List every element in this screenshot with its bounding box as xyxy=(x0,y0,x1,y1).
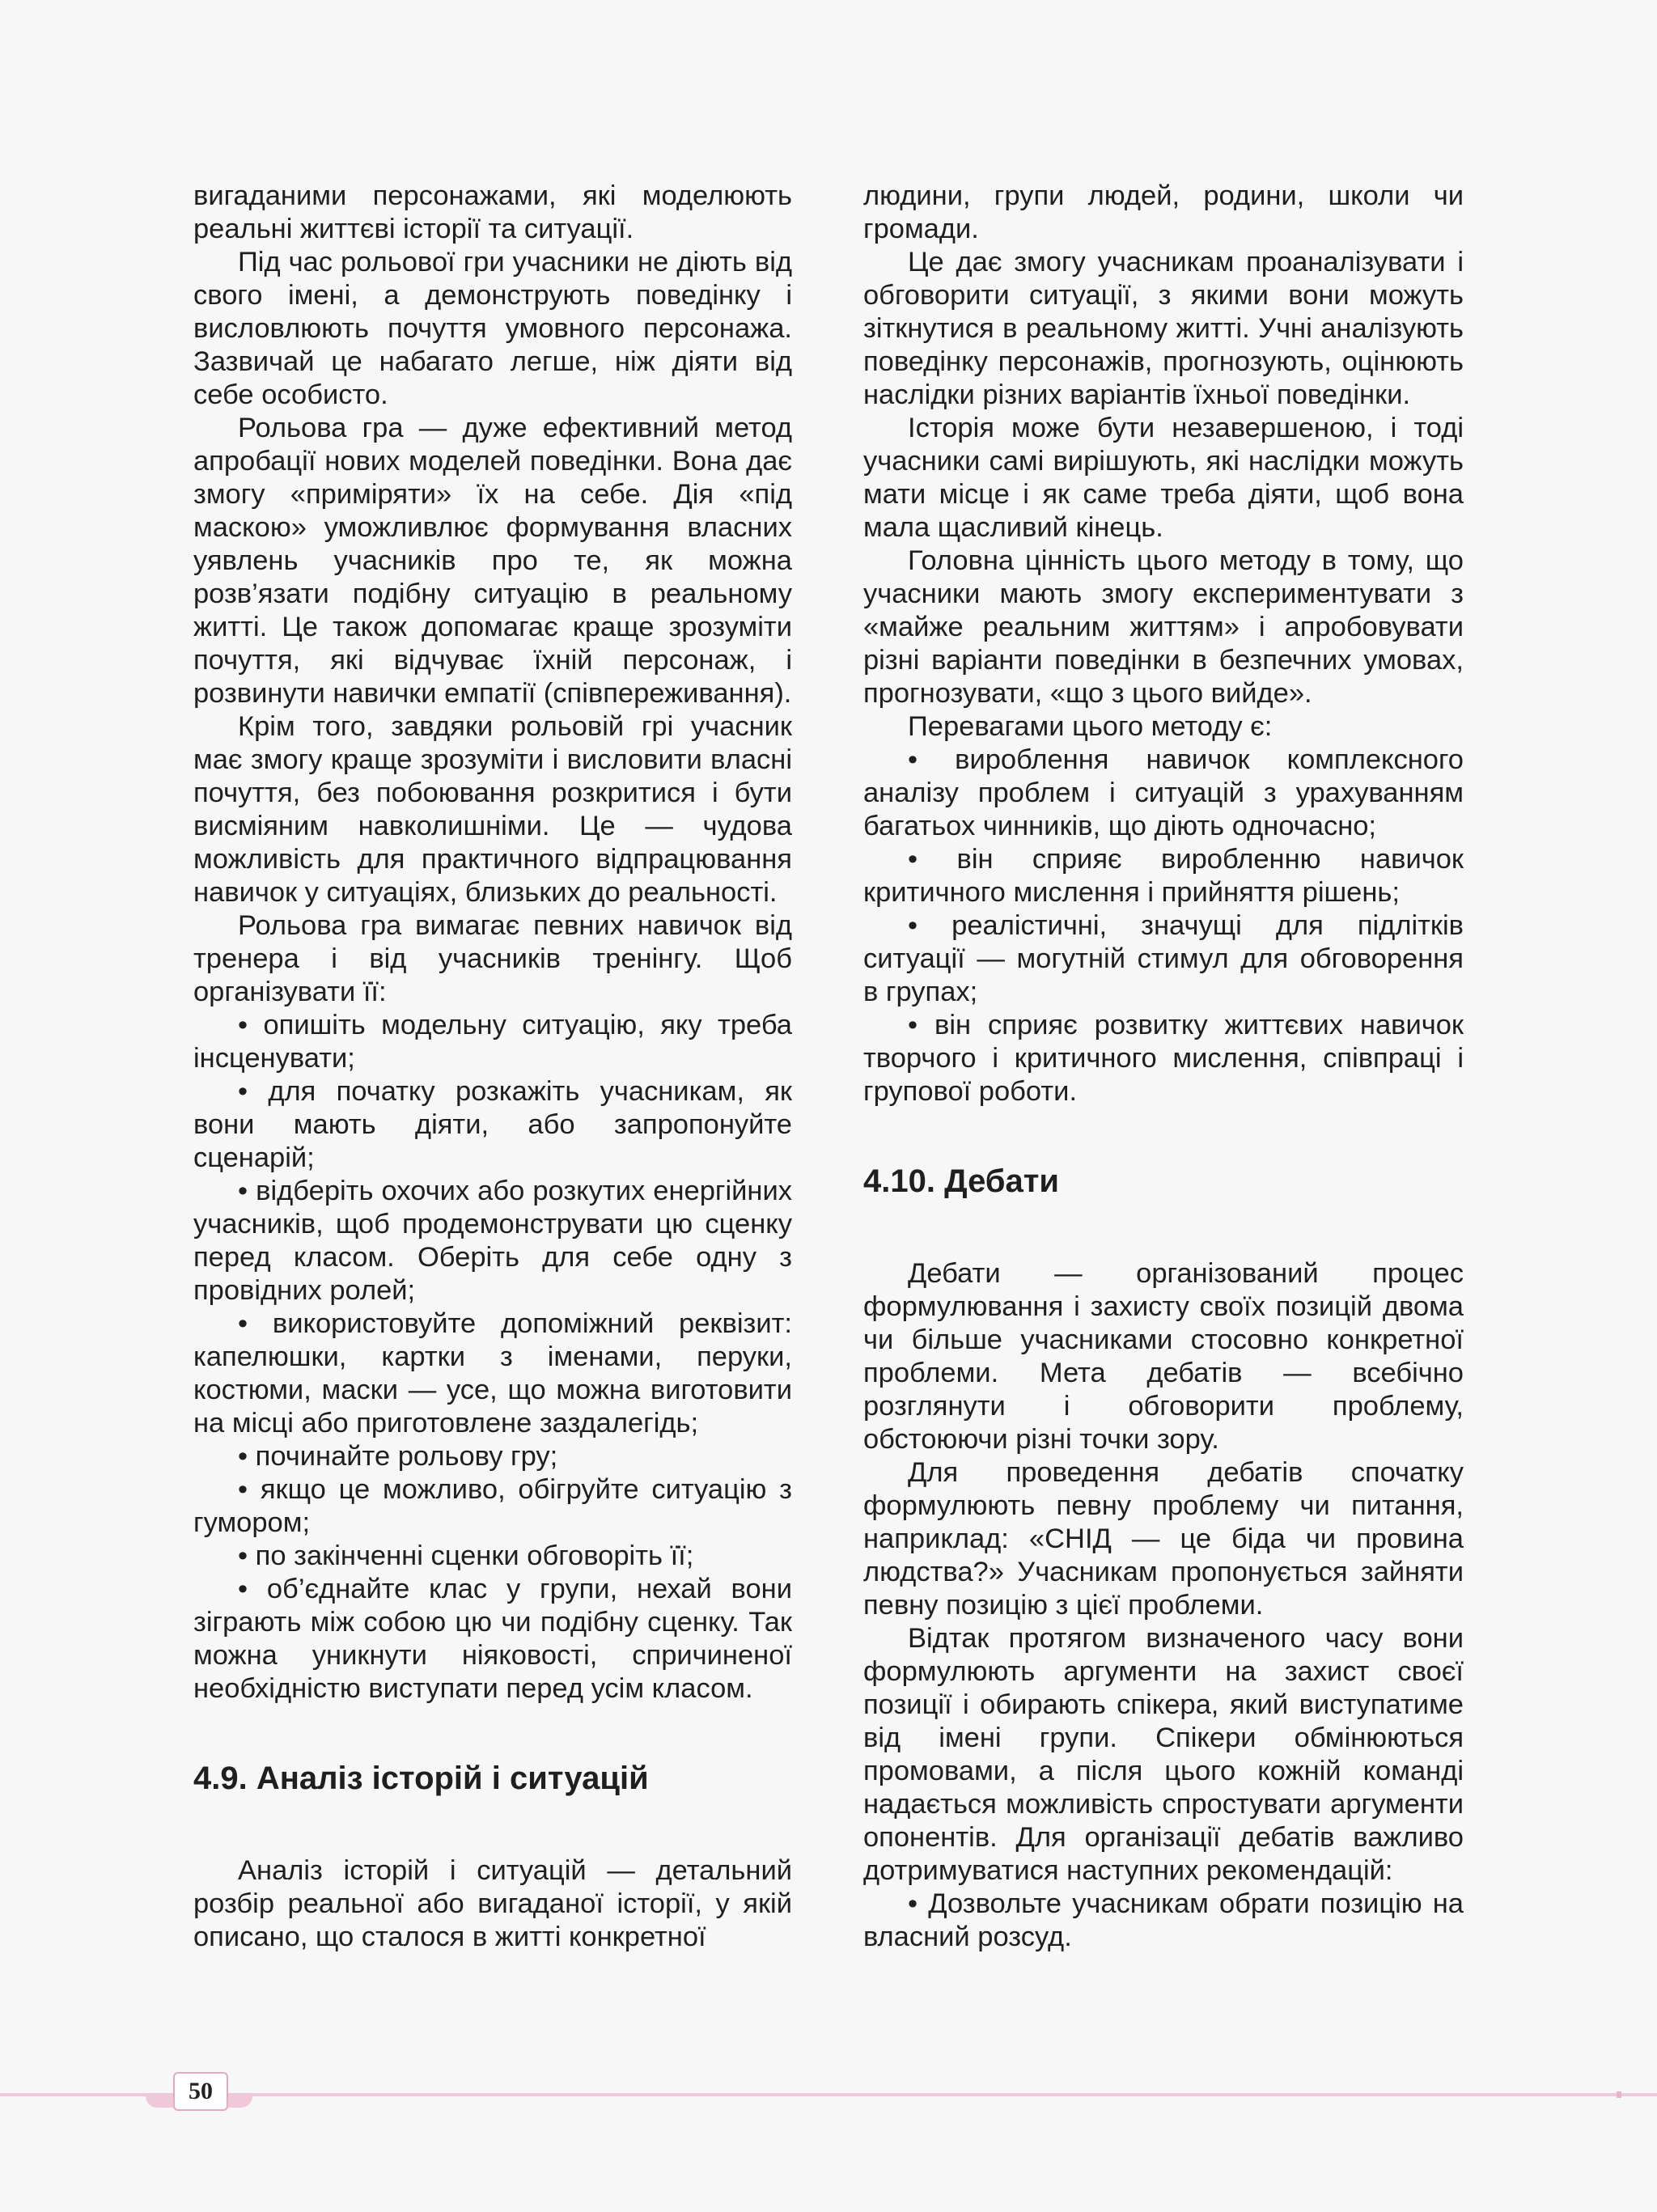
paragraph: Рольова гра — дуже ефективний метод апробації нових моделей поведінки. Вона дає змогу «приміряти» їх на себе. Дія «під маскою» уможливлює формування власних уявлень учасників про те, як можна розв’язати подібну ситуацію в реальному житті. Це також допомагає краще зрозуміти почуття, які відчуває їхній персонаж, і розвинути навички емпатії (співпереживання). xyxy=(193,413,792,709)
bullet-item: • реалістичні, значущі для підлітків ситуації — могутній стимул для обговорення в групах; xyxy=(863,909,1464,1009)
page-number: 50 xyxy=(173,2072,228,2111)
bullet-item: • опишіть модельну ситуацію, яку треба інсценувати; xyxy=(193,1009,792,1075)
left-column xyxy=(193,180,792,1954)
bullet-item: • починайте рольову гру; xyxy=(193,1440,792,1473)
bullet-item: • якщо це можливо, обігруйте ситуацію з гумором; xyxy=(193,1473,792,1540)
bullet-item: • використовуйте допоміжний реквізит: капелюшки, картки з іменами, перуки, костюми, маски — усе, що можна виготовити на місці або приготовлене заздалегідь; xyxy=(193,1307,792,1440)
bullet-item: • Дозвольте учасникам обрати позицію на власний розсуд. xyxy=(863,1888,1464,1954)
paragraph: Відтак протягом визначеного часу вони формулюють аргументи на захист своєї позиції і обирають спікера, який виступатиме від імені групи. Спікери обмінюються промовами, а після цього кожній команді надається можливість спростувати аргументи опонентів. Для організації дебатів важливо дотримуватися наступних рекомендацій: xyxy=(863,1623,1464,1886)
right-column xyxy=(863,180,1464,1954)
section-heading-4-10: 4.10. Дебати xyxy=(863,1163,1059,1199)
paragraph: Рольова гра вимагає певних навичок від тренера і від учасників тренінгу. Щоб організувати її: xyxy=(193,910,792,1007)
paragraph: Головна цінність цього методу в тому, що учасники мають змогу експериментувати з «майже реальним життям» і апробовувати різні варіанти поведінки в безпечних умовах, прогнозувати, «що з цього вийде». xyxy=(863,545,1464,709)
bullet-item: • вироблення навичок комплексного аналізу проблем і ситуацій з урахуванням багатьох чинників, що діють одночасно; xyxy=(863,744,1464,843)
paragraph: людини, групи людей, родини, школи чи громади. xyxy=(863,180,1464,244)
paragraph: Перевагами цього методу є: xyxy=(908,711,1273,742)
paragraph: вигаданими персонажами, які моделюють реальні життєві історії та ситуації. xyxy=(193,180,792,244)
bullet-item: • по закінченні сценки обговоріть її; xyxy=(193,1540,792,1573)
bullet-item: • об’єднайте клас у групи, нехай вони зіграють між собою цю чи подібну сценку. Так можна уникнути ніяковості, спричиненої необхідністю виступати перед усім класом. xyxy=(193,1573,792,1706)
paragraph: Історія може бути незавершеною, і тоді учасники самі вирішують, які наслідки можуть мати місце і як саме треба діяти, щоб вона мала щасливий кінець. xyxy=(863,413,1464,543)
paragraph: Дебати — організований процес формулювання і захисту своїх позицій двома чи більше учасниками стосовно конкретної проблеми. Мета дебатів — всебічно розглянути і обговорити проблему, обстоюючи різні точки зору. xyxy=(863,1258,1464,1455)
paragraph: Під час рольової гри учасники не діють від свого імені, а демонструють поведінку і висловлюють почуття умовного персонажа. Зазвичай це набагато легше, ніж діяти від себе особисто. xyxy=(193,247,792,410)
bullet-item: • відберіть охочих або розкутих енергійних учасників, щоб продемонструвати цю сценку перед класом. Оберіть для себе одну з провідних ролей; xyxy=(193,1175,792,1307)
section-heading-4-9: 4.9. Аналіз історій і ситуацій xyxy=(193,1761,649,1796)
paragraph: Крім того, завдяки рольовій грі учасник має змогу краще зрозуміти і висловити власні почуття, без побоювання розкритися і бути висміяним навколишніми. Це — чудова можливість для практичного відпрацювання навичок у ситуаціях, близьких до реальності. xyxy=(193,711,792,908)
paragraph: Аналіз історій і ситуацій — детальний розбір реальної або вигаданої історії, у якій описано, що сталося в житті конкретної xyxy=(193,1855,792,1952)
footer-marker xyxy=(1617,2091,1621,2098)
bullet-item: • він сприяє виробленню навичок критичного мислення і прийняття рішень; xyxy=(863,843,1464,909)
paragraph: Для проведення дебатів спочатку формулюють певну проблему чи питання, наприклад: «СНІД — це біда чи провина людства?» Учасникам пропонується зайняти певну позицію з цієї проблеми. xyxy=(863,1457,1464,1621)
paragraph: Це дає змогу учасникам проаналізувати і обговорити ситуації, з якими вони можуть зіткнутися в реальному житті. Учні аналізують поведінку персонажів, прогнозують, оцінюють наслідки різних варіантів їхньої поведінки. xyxy=(863,247,1464,410)
bullet-item: • для початку розкажіть учасникам, як вони мають діяти, або запропонуйте сценарій; xyxy=(193,1075,792,1175)
bullet-item: • він сприяє розвитку життєвих навичок творчого і критичного мислення, співпраці і групової роботи. xyxy=(863,1009,1464,1108)
